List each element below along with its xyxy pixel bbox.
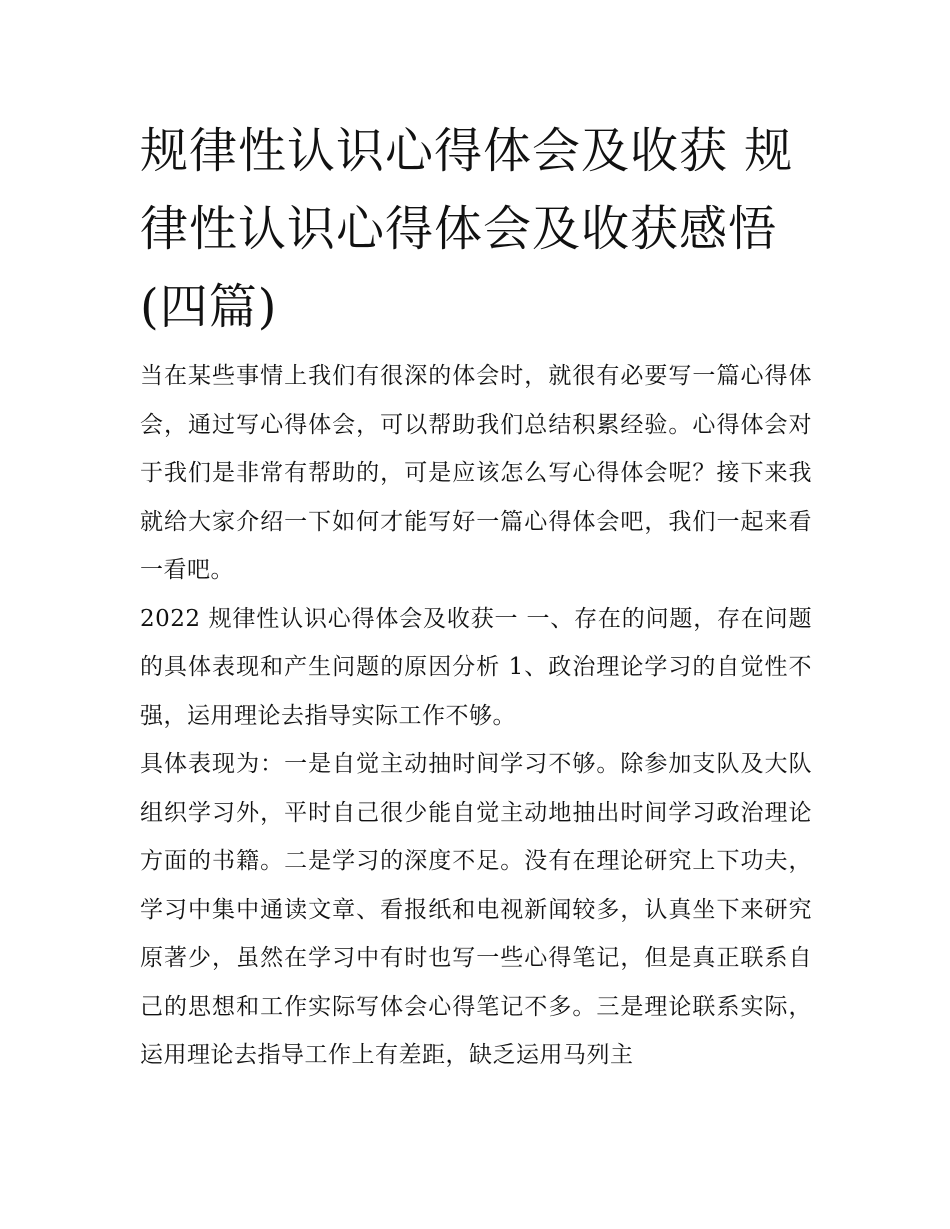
document-title: 规律性认识心得体会及收获 规律性认识心得体会及收获感悟(四篇) xyxy=(140,123,794,335)
document-body xyxy=(140,352,812,1080)
paragraph-section-one: 2022 规律性认识心得体会及收获一 一、存在的问题，存在问题的具体表现和产生问题的原因分析 1、政治理论学习的自觉性不强，运用理论去指导实际工作不够。 xyxy=(140,605,812,729)
paragraph-details: 具体表现为：一是自觉主动抽时间学习不够。除参加支队及大队组织学习外，平时自己很少能自觉主动地抽出时间学习政治理论方面的书籍。二是学习的深度不足。没有在理论研究上下功夫，学习中集中通读文章、看报纸和电视新闻较多，认真坐下来研究原著少，虽然在学习中有时也写一些心得笔记，但是真正联系自己的思想和工作实际写体会心得笔记不多。三是理论联系实际，运用理论去指导工作上有差距，缺乏运用马列主 xyxy=(140,751,812,1068)
document-content xyxy=(140,112,812,1080)
paragraph-intro: 当在某些事情上我们有很深的体会时，就很有必要写一篇心得体会，通过写心得体会，可以帮助我们总结积累经验。心得体会对于我们是非常有帮助的，可是应该怎么写心得体会呢？接下来我就给大家介绍一下如何才能写好一篇心得体会吧，我们一起来看一看吧。 xyxy=(140,363,812,583)
